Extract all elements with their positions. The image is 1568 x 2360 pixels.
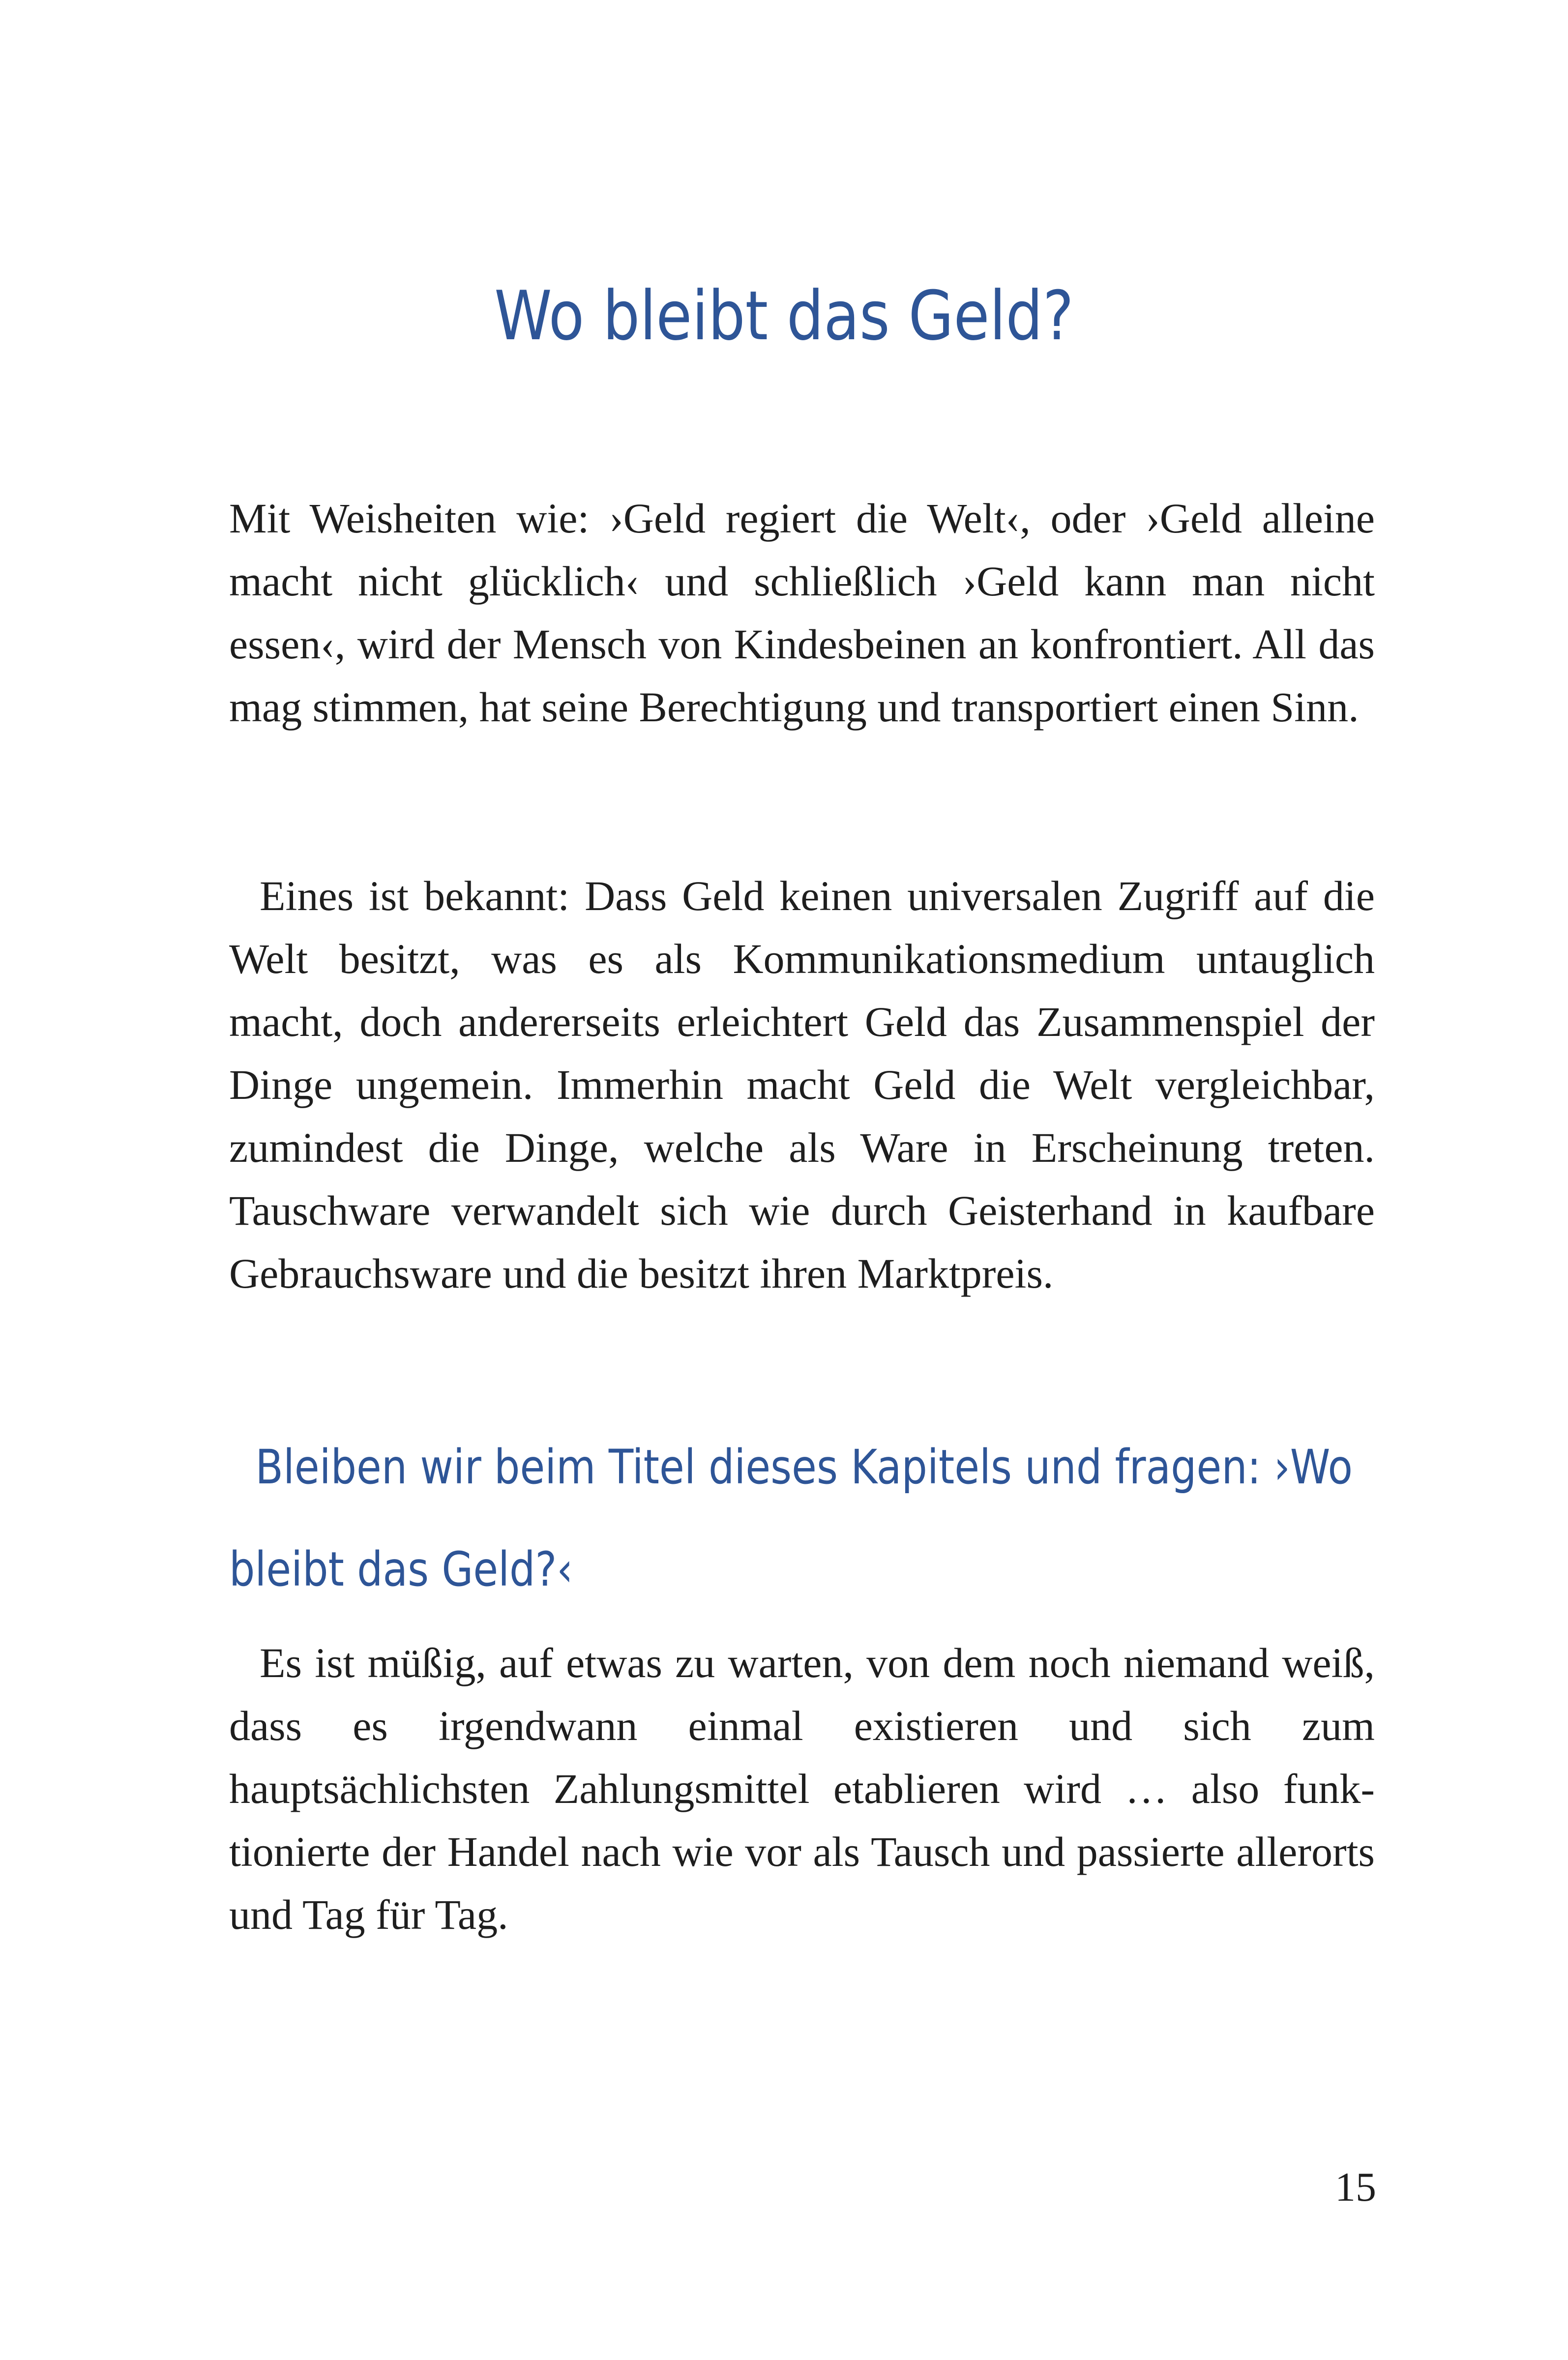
section-heading-text: Bleiben wir beim Titel dieses Kapitels und fragen: ›Wo bleibt das Geld?‹ [229, 1440, 1353, 1597]
paragraph-trade: Es ist müßig, auf etwas zu warten, von dem noch niemand weiß, dass es irgendwann einmal existieren und sich zum hauptsächlichsten Zahlungsmittel etablieren wird … also funktionierte der Handel nach wie vor als Tausch und passierte allerorts und Tag für Tag. [229, 1639, 1375, 1938]
paragraph-money-world: Eines ist bekannt: Dass Geld keinen universalen Zugriff auf die Welt besitzt, was es als Kommunikationsmedium untauglich macht, doch andererseits erleichtert Geld das Zusammenspiel der Dinge ungemein. Immerhin macht Geld die Welt vergleichbar, zumindest die Dinge, welche als Ware in Erscheinung treten. Tauschware verwandelt sich wie durch Geisterhand in kaufbare Gebrauchsware und die besitzt ihren Marktpreis. [229, 872, 1375, 1297]
page-number: 15 [1335, 2164, 1376, 2210]
section-heading [229, 1416, 1375, 1621]
paragraph-intro: Mit Weisheiten wie: ›Geld regiert die Welt‹, oder ›Geld alleine macht nicht glücklich‹ und schließlich ›Geld kann man nicht essen‹, wird der Mensch von Kindesbeinen an konfrontiert. All das mag stimmen, hat seine Berechtigung und transportiert einen Sinn. [229, 495, 1375, 731]
chapter-title: Wo bleibt das Geld? [494, 276, 1074, 355]
